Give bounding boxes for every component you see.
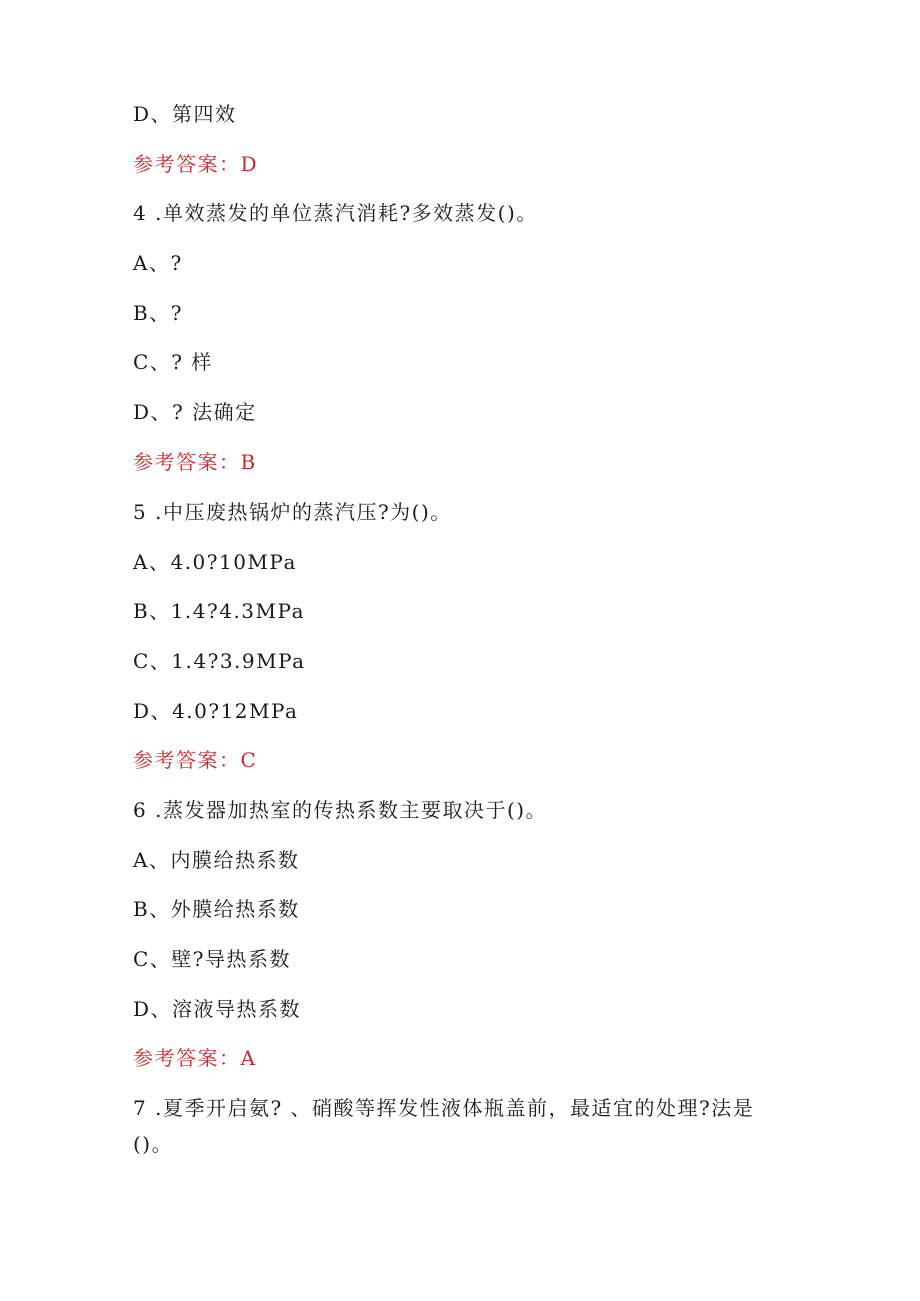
option-a-q5: A、4.0?10MPa xyxy=(133,550,297,574)
answer-q4: 参考答案：B xyxy=(133,450,257,474)
question-7: 7 .夏季开启氨? 、硝酸等挥发性液体瓶盖前，最适宜的处理?法是()。 xyxy=(133,1096,755,1156)
option-d-q3: D、第四效 xyxy=(133,102,237,126)
question-6: 6 .蒸发器加热室的传热系数主要取决于()。 xyxy=(133,798,548,822)
question-5: 5 .中压废热锅炉的蒸汽压?为()。 xyxy=(133,500,452,524)
option-b-q4: B、? xyxy=(133,301,183,325)
option-b-q6: B、外膜给热系数 xyxy=(133,897,300,921)
option-a-q4: A、? xyxy=(133,251,183,275)
question-4: 4 .单效蒸发的单位蒸汽消耗?多效蒸发()。 xyxy=(133,201,538,225)
option-d-q6: D、溶液导热系数 xyxy=(133,997,302,1021)
option-a-q6: A、内膜给热系数 xyxy=(133,848,300,872)
answer-q6: 参考答案：A xyxy=(133,1046,257,1070)
option-c-q4: C、? 样 xyxy=(133,350,213,374)
option-d-q5: D、4.0?12MPa xyxy=(133,699,299,723)
answer-q3: 参考答案：D xyxy=(133,152,259,176)
option-b-q5: B、1.4?4.3MPa xyxy=(133,599,305,623)
option-c-q5: C、1.4?3.9MPa xyxy=(133,649,306,673)
option-d-q4: D、? 法确定 xyxy=(133,400,257,424)
answer-q5: 参考答案：C xyxy=(133,748,258,772)
option-c-q6: C、壁?导热系数 xyxy=(133,947,292,971)
